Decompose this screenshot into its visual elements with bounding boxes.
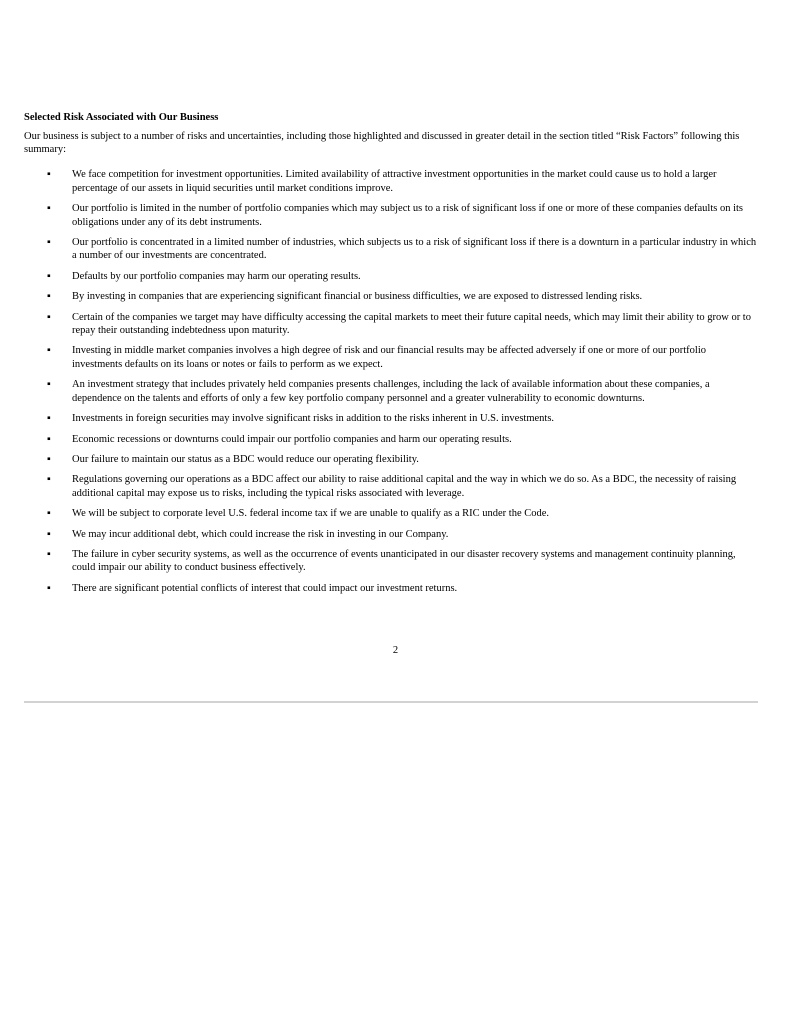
risk-list — [24, 168, 758, 595]
risk-item — [24, 433, 758, 446]
risk-text: Our portfolio is concentrated in a limited number of industries, which subjects us to a risk of significant loss if there is a downturn in a particular industry in which a number of our investments are concentrated. — [72, 237, 757, 262]
bullet-icon: ▪ — [47, 311, 51, 323]
risk-item — [24, 378, 758, 405]
bullet-icon: ▪ — [47, 433, 51, 445]
section-heading: Selected Risk Associated with Our Business — [24, 112, 219, 123]
risk-item — [24, 582, 758, 595]
risk-item — [24, 412, 758, 425]
risk-item — [24, 528, 758, 541]
bullet-icon: ▪ — [47, 379, 51, 391]
risk-text: Investing in middle market companies involves a high degree of risk and our financial results may be affected adversely if one or more of our portfolio investments defaults on its loans or notes or fails to perform as we expect. — [72, 345, 706, 370]
risk-item — [24, 236, 758, 263]
risk-item — [24, 473, 758, 500]
risk-text: Our portfolio is limited in the number of portfolio companies which may subject us to a risk of significant loss if one or more of these companies defaults on its obligations under any of its debt instruments. — [72, 203, 743, 228]
risk-text: By investing in companies that are experiencing significant financial or business difficulties, we are exposed to distressed lending risks. — [72, 291, 643, 303]
page-divider — [24, 701, 758, 703]
risk-text: We may incur additional debt, which could increase the risk in investing in our Company. — [72, 528, 449, 540]
risk-item — [24, 270, 758, 283]
risk-item — [24, 548, 758, 575]
page-number: 2 — [392, 645, 399, 656]
risk-text: We will be subject to corporate level U.S. federal income tax if we are unable to qualify as a RIC under the Code. — [72, 508, 550, 520]
risk-text: Investments in foreign securities may involve significant risks in addition to the risks inherent in U.S. investments. — [72, 413, 555, 425]
bullet-icon: ▪ — [47, 528, 51, 540]
risk-item — [24, 202, 758, 229]
document-page — [24, 111, 758, 602]
bullet-icon: ▪ — [47, 237, 51, 249]
risk-text: There are significant potential conflicts of interest that could impact our investment returns. — [72, 582, 458, 594]
risk-text: We face competition for investment opportunities. Limited availability of attractive investment opportunities in the market could cause us to hold a larger percentage of our assets in liquid securities until market conditions improve. — [72, 169, 717, 194]
risk-item — [24, 290, 758, 303]
risk-text: An investment strategy that includes privately held companies presents challenges, including the lack of available information about these companies, a dependence on the talents and efforts of only a few key portfolio company personnel and a greater vulnerability to economic downturns. — [72, 379, 710, 404]
risk-item — [24, 453, 758, 466]
intro-paragraph: Our business is subject to a number of risks and uncertainties, including those highlighted and discussed in greater detail in the section titled “Risk Factors” following this summary: — [24, 131, 740, 156]
bullet-icon: ▪ — [47, 548, 51, 560]
risk-text: Regulations governing our operations as a BDC affect our ability to raise additional capital and the way in which we do so. As a BDC, the necessity of raising additional capital may expose us to risks, including the typical risks associated with leverage. — [72, 474, 737, 499]
bullet-icon: ▪ — [47, 270, 51, 282]
risk-item — [24, 168, 758, 195]
bullet-icon: ▪ — [47, 169, 51, 181]
bullet-icon: ▪ — [47, 291, 51, 303]
risk-text: Our failure to maintain our status as a BDC would reduce our operating flexibility. — [72, 453, 419, 465]
bullet-icon: ▪ — [47, 508, 51, 520]
bullet-icon: ▪ — [47, 203, 51, 215]
bullet-icon: ▪ — [47, 413, 51, 425]
bullet-icon: ▪ — [47, 474, 51, 486]
bullet-icon: ▪ — [47, 453, 51, 465]
bullet-icon: ▪ — [47, 582, 51, 594]
risk-text: Economic recessions or downturns could impair our portfolio companies and harm our operating results. — [72, 433, 512, 445]
risk-item — [24, 507, 758, 520]
risk-item — [24, 311, 758, 338]
risk-text: Certain of the companies we target may have difficulty accessing the capital markets to meet their future capital needs, which may limit their ability to grow or to repay their outstanding indebtedness upon maturity. — [72, 311, 751, 337]
risk-text: Defaults by our portfolio companies may harm our operating results. — [72, 270, 361, 282]
bullet-icon: ▪ — [47, 345, 51, 357]
risk-text: The failure in cyber security systems, as well as the occurrence of events unanticipated in our disaster recovery systems and management continuity planning, could impair our ability to conduct business effectively. — [72, 548, 736, 574]
risk-item — [24, 344, 758, 371]
